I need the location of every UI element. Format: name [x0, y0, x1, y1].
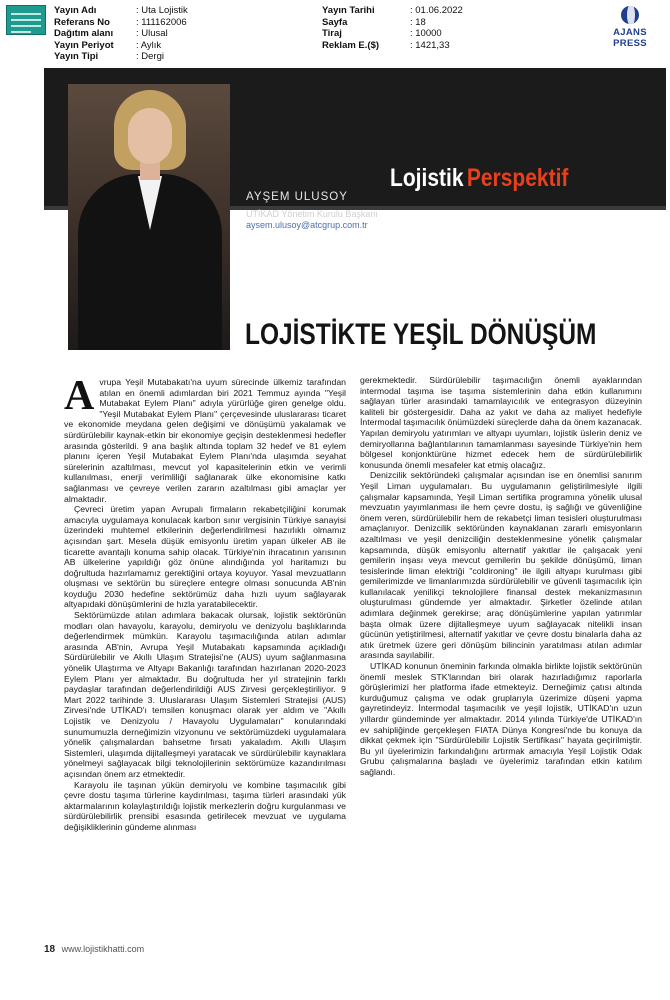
section-word-2: Perspektif [466, 164, 569, 192]
meta-row [322, 5, 463, 17]
section-word-1: Lojistik [390, 164, 464, 192]
meta-key: Yayın Adı [54, 5, 97, 16]
author-name: AYŞEM ULUSOY [246, 191, 348, 203]
article-paragraph: Çevreci üretim yapan Avrupalı firmaların rekabetçiliğini korumak amacıyla uygulamaya konulacak karbon sınır vergisinin Türkiye sanayisi üzerindeki muhtemel etkilerinin değerlendirilmesi hazırlıklı olmamız açısından şart. Mesela düşük emisyonlu üretim yapan ülkeler AB ile ticarette avantajlı konuma sahip olacak. Türkiye'nin ihracatının yarısının AB ülkelerine yapıldığı göz önüne alındığında yol haritamızı bu doğrultuda hazırlamamız gerektiğini ortaya koyuyor. Yasal mevzuatların oluşması ve sektörün bu süreçlere entegre olması sonucunda AB'nin koyduğu 2030 hedefine sektörümüz daha hızlı uyum sağlayarak altyapıdaki dönüşümlerini de hızla yaratabilecektir. [64, 504, 346, 610]
article-paragraph: Karayolu ile taşınan yükün demiryolu ve kombine taşımacılık gibi çevre dostu taşıma türlerine kaydırılması, taşıma türleri arasındaki yük aktarmalarının kolaylaştırıldığı lojistik merkezlerin doğru kurgulanması ve sürdürülebilirlik prensibi esasında getirilecek mevzuat ve uygulama değişikliklerinin gündeme alınması [64, 779, 346, 832]
article-paragraph: UTİKAD konunun öneminin farkında olmakla birlikte lojistik sektörünün önemli meslek STK'larından biri olarak hazırladığımız raporlarla görüşlerimizi her platforma ifade etmekteyiz. Derneğimiz çatısı altında kurduğumuz çalışma ve odak gruplarıyla üzerimize düşeni yapma gayretindeyiz. İntermodal taşımacılık ve yeşil lojistik, UTİKAD'ın uzun yıllardır gündeminde yer almaktadır. 2014 yılında Türkiye'de UTİKAD'ın ev sahipliğinde gerçekleşen FIATA Dünya Kongresi'nde bu konuya da dikkat çekmek için "Sürdürülebilir Lojistik Sertifikası" hayata geçirilmiştir. Bu yıl üyelerimizin farkındalığını artırmak amacıyla Yeşil Lojistik Odak Grubu çalışmalarına başladı ve üyelerimiz tarafından etkin katılım sağlandı. [360, 661, 642, 777]
article-paragraph [64, 373, 346, 504]
meta-row [322, 40, 463, 52]
meta-row [54, 17, 188, 29]
publication-thumbnail-icon [6, 5, 46, 35]
meta-key: Reklam E.($) [322, 39, 380, 51]
meta-row [54, 51, 188, 63]
article-paragraph: Denizcilik sektöründeki çalışmalar açısından ise en önemlisi sanırım Yeşil Liman uygulamaları. Bu uygulamanın geliştirilmesiyle ilgili çalışmalar kapsamında, Yeşil Liman sertifika programına yönelik ulusal mevzuatın yayımlanması ile hem çevre dostu, iş sağlığı ve güvenliğine önem veren, sürdürülebilir hem de rekabetçi liman tesisleri oluşturulması amaçlanıyor. Denizcilik sektöründen kaynaklanan zararlı emisyonların azaltılması ve yeşil denizciliğin desteklenmesine yönelik çalışmalar kapsamında, düşük emisyonlu alternatif yakıtlar ile çalışacak yeni gemilerin inşası veya mevcut gemilerin bu şekilde dönüşümü, liman tesislerinde liman elektriği "coldironing" ile ilgili altyapı kurulması gibi gemilerimizde ve limanlarımızda sürdürülebilir ve güvenli taşımacılık için kullanılacak yenilikçi teknolojilere finansal destek mekanizmasının oluşturulması gündemde yer almaktadır. Şirketler özelinde atılan adımlara değinmek gerekirse; araç dönüşümlerine yapılan yatırımlar başta olmak üzere dijitalleşmeye uyum sağlayacak nitelikli insan gücünün yetiştirilmesi, alternatif yakıtlar ve çevre dostu binalarla daha az atık üretmek üzere geri dönüşüm bilincinin yaratılması atılan adımlar arasında sayılabilir. [360, 470, 642, 661]
meta-key: Referans No [54, 16, 110, 28]
meta-row [54, 28, 188, 40]
meta-key: Tiraj [322, 28, 342, 40]
meta-key: Yayın Tarihi [322, 5, 375, 16]
paragraph-text: vrupa Yeşil Mutabakatı'na uyum sürecinde ülkemiz tarafından atılan en önemli adımlardan biri 2021 Temmuz ayında "Yeşil Mutabakat Eylem Planı" adıyla yürürlüğe giren genelge oldu. "Yeşil Mutabakat Eylem Planı" çerçevesinde uluslararası ticaret ve ekonomide meydana gelen değişimi ve dönüşümü yakalamak ve sürdürülebilir kaynak-etkin bir ekonomiye geçişin desteklenmesi hedefler arasında gösterildi. 9 ana başlık altında toplam 32 hedef ve 81 eylem planını içeren Yeşil Mutabakat Eylem Planı'nda ulaşımda seyahat sürelerinin azaltılması, mevcut yol kapasitelerinin etkin ve verimli kullanılması, enerji verimliliği sağlanarak ülke ekonomisine katkı sağlanması ve çevreye verilen zararın azaltılması gibi amaçlar yer almaktadır. [64, 377, 346, 504]
meta-key: Dağıtım alanı [54, 28, 114, 40]
article-paragraph: Sektörümüzde atılan adımlara bakacak olursak, lojistik sektörünün modları olan havayolu, karayolu, demiryolu ve denizyolu başlıklarında değerlendirmek mümkün. Karayolu taşımacılığında atılan adımlar arasında AB'nin, Avrupa Yeşil Mutabakatı kapsamında açıkladığı Sürdürülebilir ve Akıllı Ulaşım Stratejisi'ne (AUS) uyum sağlanmasına yönelik Ulaştırma ve Altyapı Bakanlığı tarafından hazırlanan 2020-2023 Eylem Planı yer almaktadır. Bu doğrultuda her yıl stratejinin farklı paydaşlar tarafından değerlendirildiği AUS Zirvesi gerçekleştiriliyor. 9 Mart 2022 tarihinde 3. Uluslararası Ulaşım Sistemleri Stratejisi (AUS) Zirvesi'nde UTİKAD'ı temsilen konuşmacı olarak yer aldım ve "Akıllı Lojistik ve Denizyolu / Havayolu Uygulamaları" konularındaki sunumumuzla derneğimizin vizyonunu ve sektörümüzdeki uygulamalara yönelik çalışmalardan bahsetme fırsatı yakaladım. Akıllı Ulaşım Sistemleri, ulaşımda dijitalleşmeyi yaratacak ve sürdürülebilir kaynaklara yönelmeyi sağlayacak bilgi teknolojilerinin sektörümüze kazandırılması açısından önem arz etmektedir. [64, 610, 346, 779]
section-title [390, 164, 568, 193]
author-photo [68, 84, 230, 350]
clipping-header [0, 0, 670, 66]
meta-value: : 10000 [410, 28, 442, 40]
page-footer [44, 944, 144, 955]
globe-icon [621, 6, 639, 24]
meta-key: Yayın Periyot [54, 39, 114, 51]
meta-value: : Dergi [136, 51, 164, 63]
meta-row [54, 40, 188, 52]
footer-url: www.lojistikhatti.com [61, 944, 145, 954]
meta-row [322, 17, 463, 29]
author-email: aysem.ulusoy@atcgrup.com.tr [246, 220, 368, 230]
meta-value: : Aylık [136, 39, 162, 51]
meta-value: : Ulusal [136, 28, 168, 40]
meta-value: : 01.06.2022 [410, 5, 463, 16]
agency-name: AJANS PRESS [613, 27, 647, 49]
drop-cap: A [64, 373, 95, 419]
article-column-left [64, 373, 346, 833]
meta-row [54, 5, 188, 17]
meta-key: Yayın Tipi [54, 51, 99, 63]
meta-row [322, 28, 463, 40]
agency-logo [596, 6, 664, 49]
meta-key: Sayfa [322, 16, 348, 28]
meta-value: : 18 [410, 16, 426, 28]
clipping-meta-right [322, 5, 463, 51]
article-paragraph: gerekmektedir. Sürdürülebilir taşımacılığın önemli ayaklarından intermodal taşıma ise taşıma sistemlerinin daha etkin kullanımını sağlayan türler arasındaki tamamlayıcılık ve entegrasyon düzeyinin kaliteli bir göstergesidir. Daha az yakıt ve daha az maliyet hedefiyle İntermodal taşımacılık önümüzdeki süreçlerde daha da önem kazanacak. Yapılan demiryolu yatırımları ve altyapı uyumları, lojistik üslerin deniz ve demiryollarına bağlantılarının tamamlanması sayesinde Türkiye'nin hem bölgesel konjonktürüne hizmet edecek hem de sürdürülebilirlik konusunda önemli mesafeler kat etmiş olacağız. [360, 375, 642, 470]
page-number: 18 [44, 944, 56, 955]
clipping-meta-left [54, 5, 188, 63]
meta-value: : Uta Lojistik [136, 5, 188, 16]
meta-value: : 1421,33 [410, 39, 450, 51]
author-role: UTİKAD Yönetim Kurulu Başkanı [246, 209, 378, 219]
author-info [246, 209, 378, 231]
article-column-right [360, 375, 642, 778]
meta-value: : 111162006 [136, 16, 187, 28]
article-headline: LOJİSTİKTE YEŞİL DÖNÜŞÜM [245, 318, 597, 351]
